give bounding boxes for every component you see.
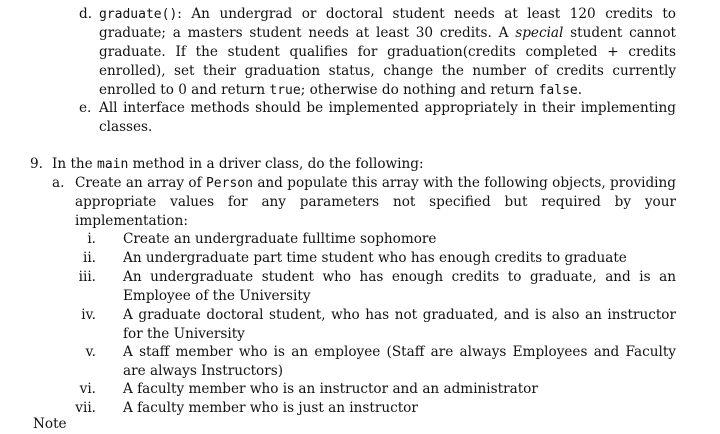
item-a-label: a.: [52, 175, 65, 191]
item-d-text-3: ; otherwise do nothing and return: [300, 82, 539, 98]
item-9-paragraph: [52, 155, 676, 174]
clipped-note-heading: Note: [33, 416, 67, 432]
subitem-text: [123, 230, 676, 249]
item-a-paragraph: [75, 174, 676, 231]
subitem-iii-text: An undergraduate student who has enough credits to graduate, and is an Employee of the University: [123, 269, 676, 304]
subitem-v-text: A staff member who is an employee (Staff are always Employees and Faculty are always Instructors): [123, 344, 676, 379]
item-9-text-2: method in a driver class, do the following:: [128, 156, 424, 172]
subitem-label: v.: [85, 344, 96, 360]
subitem-text: [123, 268, 676, 306]
subitem-label: i.: [87, 231, 96, 247]
item-d-paragraph: [99, 5, 676, 100]
item-d-text-2: student cannot graduate. If the student qualifies for graduation(credits completed + credits enrolled), set their graduation status, change the number of credits currently enrolled to 0 and return: [99, 25, 676, 98]
subitem-text: [123, 306, 676, 344]
subitem-label: iv.: [81, 307, 96, 323]
subitem-label: vi.: [79, 381, 96, 397]
item-e-paragraph: [99, 99, 676, 137]
subitem-text: [123, 343, 676, 381]
item-a-text-1: Create an array of: [75, 175, 206, 191]
subitem-text: [123, 380, 676, 399]
graduate-method-code: graduate(): [99, 7, 178, 22]
item-e-label: e.: [79, 100, 92, 116]
subitem-vi-text: A faculty member who is an instructor and an administrator: [123, 381, 538, 397]
item-d-text-1: : An undergrad or doctoral student needs at least 120 credits to graduate; a masters student needs at least 30 credits. A: [99, 6, 676, 41]
subitem-i-text: Create an undergraduate fulltime sophomore: [123, 231, 437, 247]
item-9-text-1: In the: [52, 156, 98, 172]
code-false: false: [538, 83, 578, 98]
item-a-text-2: and populate this array with the following objects, providing appropriate values for any parameters not specified but required by your implementation:: [75, 175, 676, 229]
item-e-text: All interface methods should be implemented appropriately in their implementing classes.: [99, 100, 676, 135]
item-d-italic: special: [515, 25, 564, 41]
item-d-text-4: .: [577, 82, 583, 98]
subitem-text: [123, 399, 676, 418]
subitem-label: iii.: [78, 269, 96, 285]
item-d-label: d.: [79, 6, 93, 22]
subitem-label: vii.: [75, 400, 96, 416]
subitem-text: [123, 249, 676, 268]
subitem-vii-text: A faculty member who is just an instructor: [123, 400, 418, 416]
subitem-iv-text: A graduate doctoral student, who has not graduated, and is also an instructor for the University: [123, 307, 676, 342]
person-class-code: Person: [205, 176, 253, 191]
code-true: true: [269, 83, 301, 98]
subitem-label: ii.: [82, 250, 96, 266]
main-method-code: main: [97, 157, 129, 172]
item-9-label: 9.: [30, 156, 43, 172]
subitem-ii-text: An undergraduate part time student who has enough credits to graduate: [123, 250, 627, 266]
